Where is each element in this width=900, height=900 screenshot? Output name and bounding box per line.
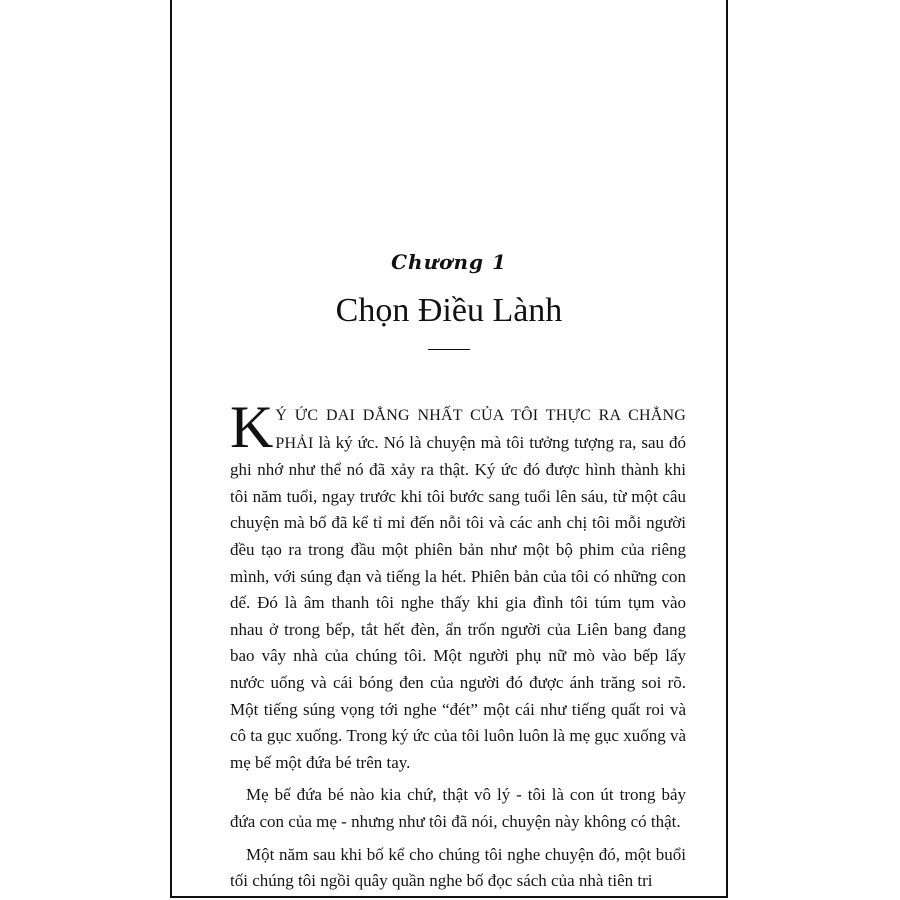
paragraph-3: Một năm sau khi bố kể cho chúng tôi nghe chuyện đó, một buổi tối chúng tôi ngồi quây quần nghe bố đọc sách của nhà tiên tri xyxy=(230,844,686,891)
paragraph-1-text: là ký ức. Nó là chuyện mà tôi tưởng tượng ra, sau đó ghi nhớ như thể nó đã xảy ra thật. Ký ức đó được hình thành khi tôi năm tuổi, ngay trước khi tôi bước sang tuổi lên sáu, từ một câu chuyện mà bố đã kể tỉ mỉ đến nỗi tôi và các anh chị tôi mỗi người đều tạo ra trong đầu một phiên bản như một bộ phim của riêng mình, với súng đạn và tiếng la hét. Phiên bản của tôi có những con dế. Đó là âm thanh tôi nghe thấy khi gia đình tôi túm tụm vào nhau ở trong bếp, tắt hết đèn, ẩn trốn người của Liên bang đang bao vây nhà của chúng tôi. Một người phụ nữ mò vào bếp lấy nước uống và cái bóng đen của người đó được ánh trăng soi rõ. Một tiếng súng vọng tới nghe “đét” một cái như tiếng quất roi và cô ta gục xuống. Trong ký ức của tôi luôn luôn là mẹ gục xuống và mẹ bế một đứa bé trên tay. xyxy=(230,432,686,772)
drop-cap: K xyxy=(230,394,274,460)
chapter-title: Chọn Điều Lành xyxy=(335,292,563,329)
paragraph-1 xyxy=(230,394,686,776)
paragraph-2: Mẹ bế đứa bé nào kia chứ, thật vô lý - tôi là con út trong bảy đứa con của mẹ - nhưng như tôi đã nói, chuyện này không có thật. xyxy=(230,785,686,831)
lead-caps: Ý ỨC DAI DẲNG NHẤT CỦA TÔI THỰC RA CHẲNG PHẢI xyxy=(275,407,686,452)
chapter-label: Chương 1 xyxy=(391,250,507,274)
chapter-body xyxy=(230,394,686,895)
title-divider xyxy=(428,349,470,350)
book-page xyxy=(170,0,728,898)
